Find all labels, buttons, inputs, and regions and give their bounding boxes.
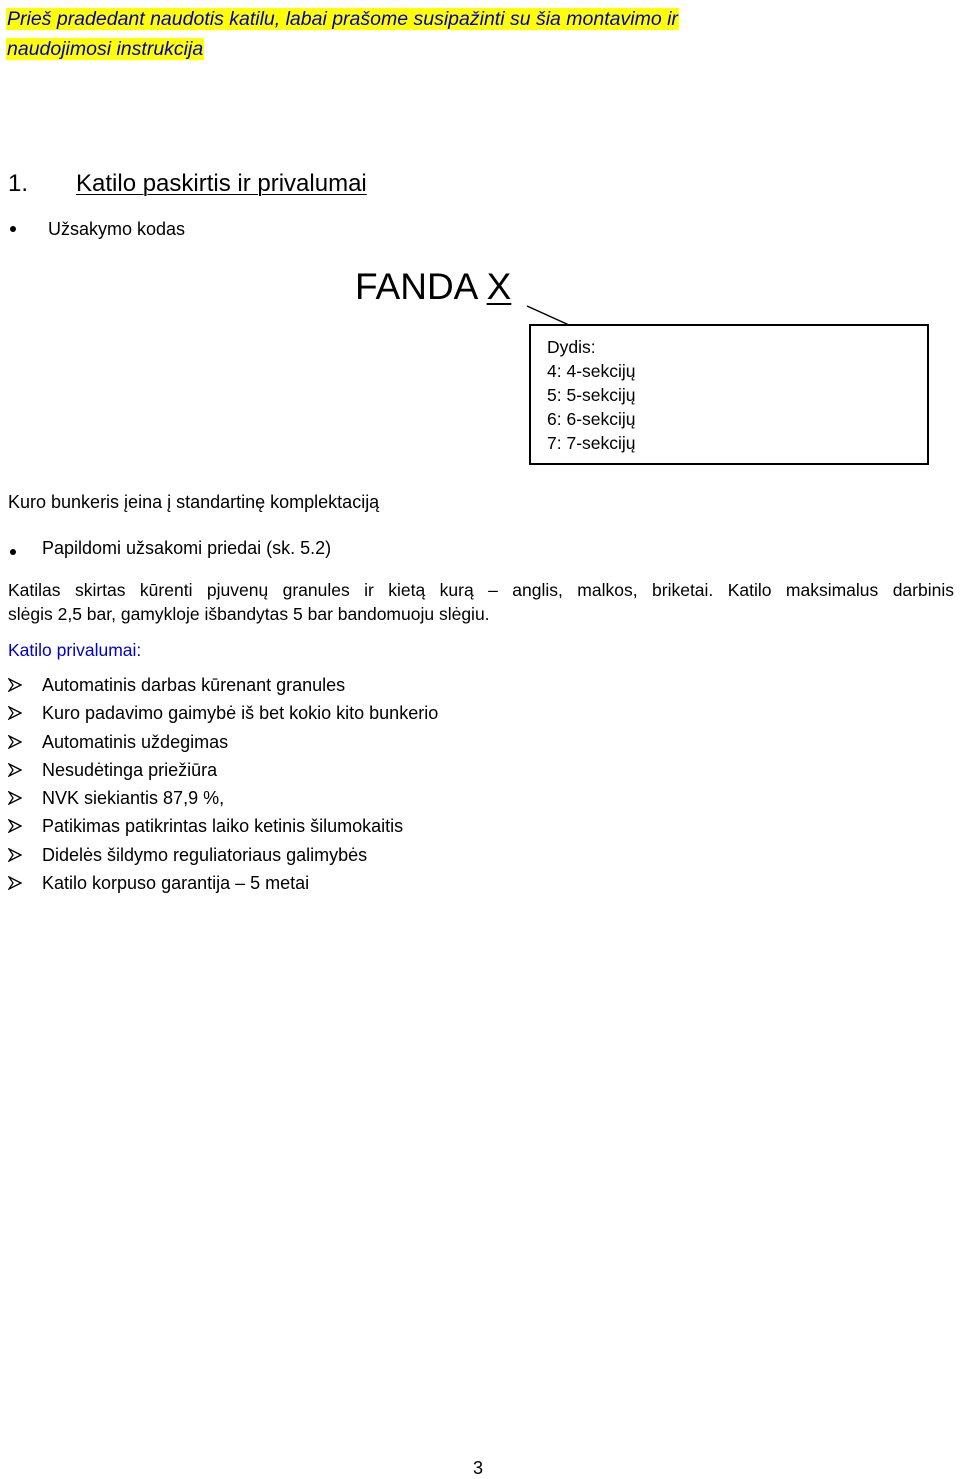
intro-line-2: naudojimosi instrukcija [7,38,204,60]
arrow-bullet-icon [8,815,42,837]
extras-note: Papildomi užsakomi priedai (sk. 5.2) [42,538,332,558]
size-option-value: 5-sekcijų [566,385,636,405]
list-item [8,844,438,872]
order-code-variable: X [486,266,512,307]
size-option-key: 4: [547,361,562,381]
list-item [8,702,438,730]
list-item [8,731,438,759]
advantage-text: Didelės šildymo reguliatoriaus galimybės [42,844,368,865]
list-item [8,674,438,702]
section-number: 1. [8,170,29,197]
list-item [8,787,438,815]
advantage-text: Katilo korpuso garantija – 5 metai [42,873,310,894]
order-code-label: Užsakymo kodas [48,219,186,239]
advantages-title: Katilo privalumai: [8,640,142,660]
size-option [547,407,636,431]
arrow-bullet-icon [8,731,42,753]
bullet-icon [10,226,16,232]
list-item [8,815,438,843]
advantage-text: Nesudėtinga priežiūra [42,759,218,780]
order-code-base: FANDA [355,266,477,307]
size-legend-box [529,324,929,465]
size-option-key: 5: [547,385,562,405]
arrow-bullet-icon [8,759,42,781]
size-option-value: 6-sekcijų [566,409,636,429]
bullet-icon [10,549,16,555]
intro-banner [6,4,956,64]
size-legend-title: Dydis: [547,337,596,357]
size-option-value: 7-sekcijų [566,433,636,453]
advantages-list [8,674,438,900]
list-item [8,872,438,900]
arrow-bullet-icon [8,872,42,894]
list-item [8,759,438,787]
description-line-1: Katilas skirtas kūrenti pjuvenų granules ir kietą kurą – anglis, malkos, briketai. Katilo maksimalus darbinis [8,580,954,600]
advantage-text: Patikimas patikrintas laiko ketinis šilumokaitis [42,816,404,837]
advantage-text: Automatinis darbas kūrenant granules [42,675,346,695]
intro-line-1: Prieš pradedant naudotis katilu, labai prašome susipažinti su šia montavimo ir [7,8,678,30]
advantage-text: Automatinis uždegimas [42,731,229,752]
description-line-2: slėgis 2,5 bar, gamykloje išbandytas 5 bar bandomuoju slėgiu. [8,604,490,624]
arrow-bullet-icon [8,674,42,696]
arrow-bullet-icon [8,844,42,866]
size-option [547,383,636,407]
size-option-value: 4-sekcijų [566,361,636,381]
arrow-bullet-icon [8,787,42,809]
section-title: Katilo paskirtis ir privalumai [76,170,367,197]
size-option [547,431,636,455]
page-number: 3 [473,1458,484,1478]
size-option-key: 6: [547,409,562,429]
order-code [355,266,511,308]
boiler-description [8,578,954,626]
section-heading [8,170,367,198]
advantage-text: Kuro padavimo gaimybė iš bet kokio kito bunkerio [42,703,439,724]
size-option-key: 7: [547,433,562,453]
bunker-note: Kuro bunkeris įeina į standartinę komplektaciją [8,492,380,512]
size-option [547,359,636,383]
arrow-bullet-icon [8,702,42,724]
advantage-text: NVK siekiantis 87,9 %, [42,788,225,809]
